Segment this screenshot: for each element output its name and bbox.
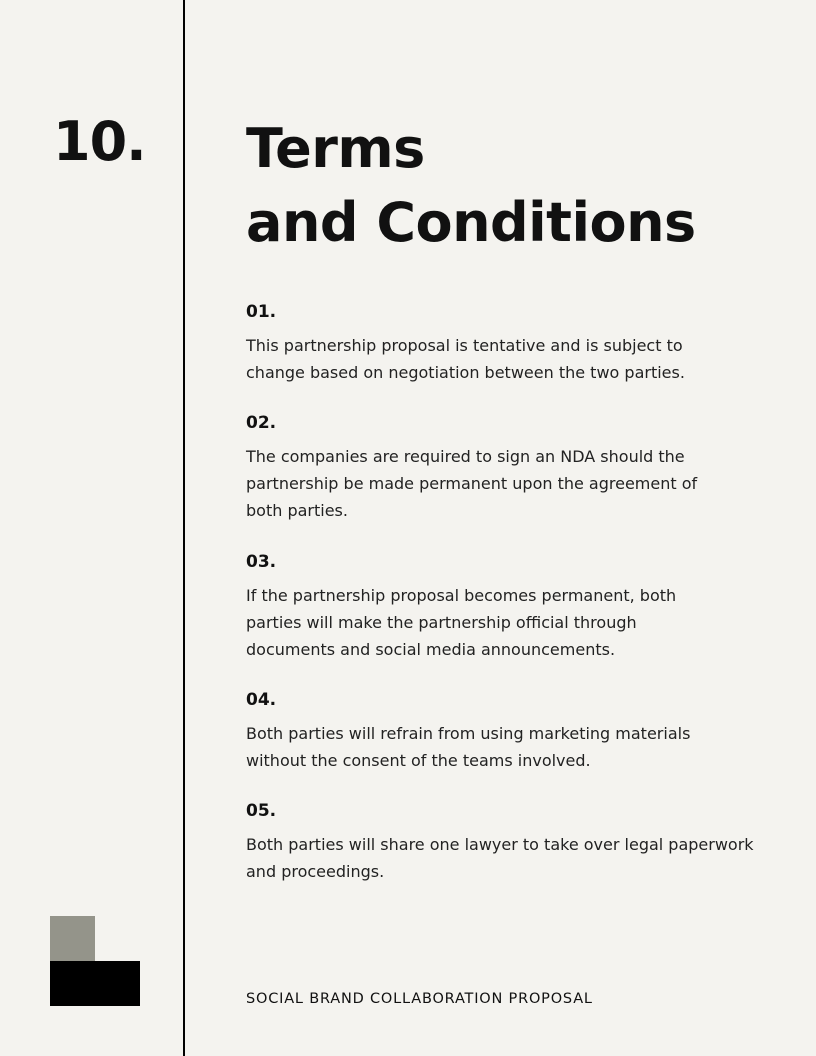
term-item	[246, 550, 706, 663]
term-text: Both parties will share one lawyer to take over legal paperwork and proceedings.	[246, 835, 754, 881]
decorative-black-block	[50, 961, 140, 1006]
footer-title: SOCIAL BRAND COLLABORATION PROPOSAL	[246, 991, 593, 1007]
term-number: 05.	[246, 801, 277, 821]
term-text: If the partnership proposal becomes permanent, both parties will make the partnership official through documents and social media announcements.	[246, 586, 677, 659]
vertical-divider	[183, 0, 185, 1056]
term-item	[246, 411, 726, 524]
term-item	[246, 688, 726, 774]
term-text: The companies are required to sign an NDA should the partnership be made permanent upon the agreement of both parties.	[246, 447, 698, 520]
term-number: 01.	[246, 302, 277, 322]
term-number: 03.	[246, 552, 277, 572]
page-title	[246, 112, 696, 260]
term-number: 04.	[246, 690, 277, 710]
section-number: 10.	[53, 110, 146, 173]
term-item	[246, 300, 716, 386]
title-line-2: and Conditions	[246, 191, 696, 254]
decorative-gray-square	[50, 916, 95, 961]
term-number: 02.	[246, 413, 277, 433]
term-text: Both parties will refrain from using marketing materials without the consent of the teams involved.	[246, 724, 691, 770]
term-item	[246, 799, 786, 885]
term-text: This partnership proposal is tentative and is subject to change based on negotiation between the two parties.	[246, 336, 685, 382]
title-line-1: Terms	[246, 117, 425, 180]
